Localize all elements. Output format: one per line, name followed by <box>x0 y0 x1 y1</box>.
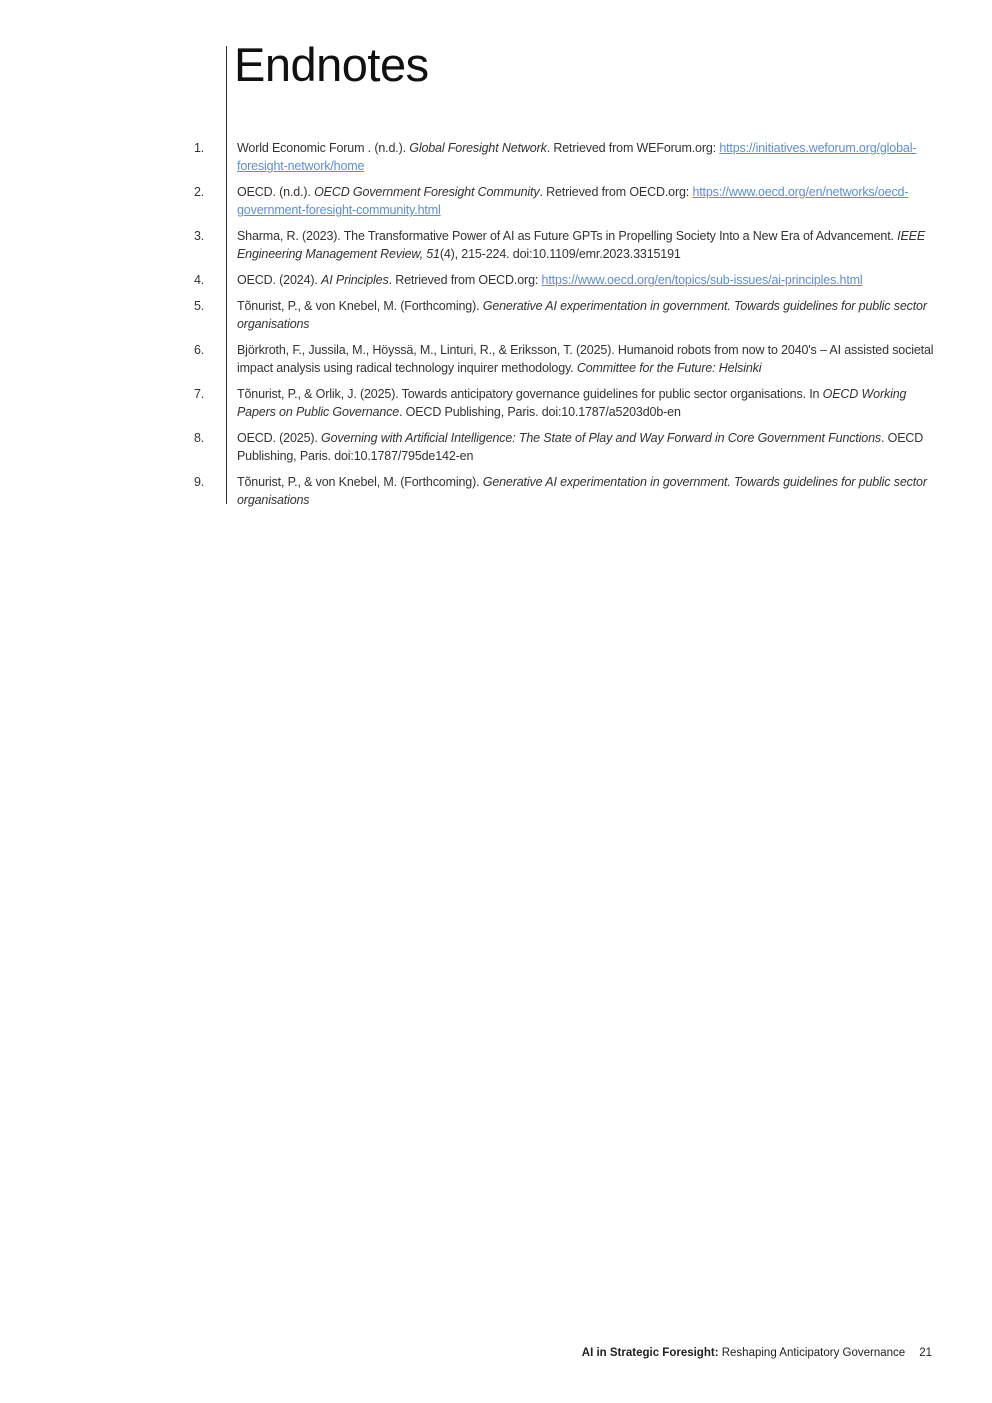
endnote-link[interactable]: https://www.oecd.org/en/networks/oecd-government-foresight-community.html <box>237 185 909 218</box>
endnote-text: . Retrieved from WEForum.org: <box>546 141 720 155</box>
endnote-text: OECD. (2024). <box>237 273 322 287</box>
endnote-item <box>186 227 946 264</box>
endnote-number: 5. <box>194 298 205 313</box>
endnote-item <box>186 341 946 378</box>
footer-title-bold: AI in Strategic Foresight: <box>581 1347 719 1359</box>
endnote-number: 8. <box>194 430 205 445</box>
endnote-text: Tõnurist, P., & von Knebel, M. (Forthcoming). <box>237 474 483 489</box>
endnote-title: IEEE Engineering Management Review, 51 <box>237 229 926 262</box>
endnote-number: 4. <box>194 273 205 287</box>
endnote-text: (4), 215-224. doi:10.1109/emr.2023.3315191 <box>439 247 681 262</box>
endnote-title: OECD Working Papers on Public Governance <box>237 386 907 419</box>
endnote-item <box>186 183 946 220</box>
endnote-text: Tõnurist, P., & Orlik, J. (2025). Towards anticipatory governance guidelines for public sector organisations. In <box>237 386 823 401</box>
endnote-text: OECD. (2025). <box>237 430 322 445</box>
endnote-text: . Retrieved from OECD.org: <box>539 185 693 199</box>
endnote-text: OECD. (n.d.). <box>237 185 315 199</box>
endnote-link[interactable]: https://www.oecd.org/en/topics/sub-issues/ai-principles.html <box>541 273 863 287</box>
endnote-item <box>186 139 946 176</box>
endnote-item <box>186 385 946 422</box>
endnote-text: World Economic Forum . (n.d.). <box>237 141 410 155</box>
footer-title-rest: Reshaping Anticipatory Governance <box>718 1347 906 1359</box>
endnote-item <box>186 429 946 466</box>
endnote-item <box>186 297 946 334</box>
page-footer <box>582 1347 932 1359</box>
endnote-title: Generative AI experimentation in government. Towards guidelines for public sector organisations <box>237 474 927 507</box>
endnote-number: 1. <box>194 141 205 155</box>
endnote-title: AI Principles <box>321 273 389 287</box>
endnote-title: Generative AI experimentation in government. Towards guidelines for public sector organisations <box>237 298 927 331</box>
endnote-title: Global Foresight Network <box>409 141 547 155</box>
endnote-text: Sharma, R. (2023). The Transformative Power of AI as Future GPTs in Propelling Society Into a New Era of Advancement. <box>237 229 898 243</box>
endnote-number: 9. <box>194 474 205 489</box>
endnotes-list <box>186 139 946 517</box>
page-title: Endnotes <box>234 38 429 91</box>
endnote-number: 3. <box>194 229 205 243</box>
endnote-title: OECD Government Foresight Community <box>314 185 540 199</box>
endnote-text: Björkroth, F., Jussila, M., Höyssä, M., Linturi, R., & Eriksson, T. (2025). Humanoid robots from now to 2040's – AI assisted societal impact analysis using radical technology inquirer methodology. <box>237 342 934 375</box>
endnote-text: . Retrieved from OECD.org: <box>388 273 542 287</box>
endnote-text: Tõnurist, P., & von Knebel, M. (Forthcoming). <box>237 298 483 313</box>
page-number: 21 <box>919 1347 932 1359</box>
endnote-text: . OECD Publishing, Paris. doi:10.1787/a5203d0b-en <box>399 405 681 419</box>
endnote-number: 6. <box>194 342 205 357</box>
endnote-title: Committee for the Future: Helsinki <box>576 361 762 375</box>
endnote-title: Governing with Artificial Intelligence: The State of Play and Way Forward in Core Government Functions <box>321 430 882 445</box>
endnote-number: 2. <box>194 185 205 199</box>
endnote-link[interactable]: https://initiatives.weforum.org/global-foresight-network/home <box>237 141 917 174</box>
endnote-item <box>186 271 946 289</box>
endnote-text: . OECD Publishing, Paris. doi:10.1787/795de142-en <box>237 430 924 463</box>
endnote-number: 7. <box>194 386 205 401</box>
endnote-item <box>186 473 946 510</box>
